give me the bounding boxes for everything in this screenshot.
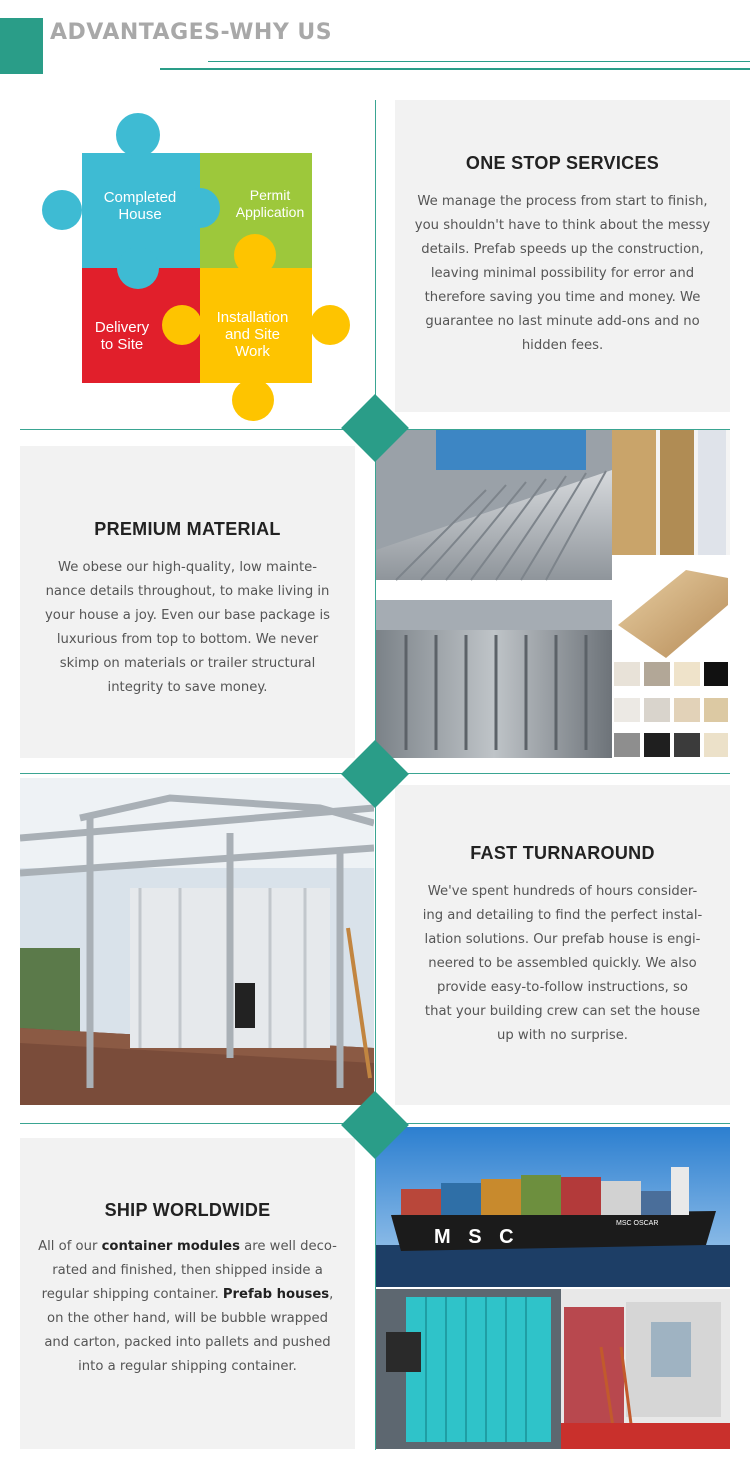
shipping-collage-image xyxy=(376,1127,730,1449)
puzzle-label-permit: Permit Application xyxy=(235,187,305,220)
header-divider-thin xyxy=(208,61,750,62)
ship-worldwide-card xyxy=(20,1138,355,1449)
materials-collage-image xyxy=(376,430,730,758)
puzzle-label-installation: Installation and Site Work xyxy=(216,309,289,360)
ship-worldwide-title: SHIP WORLDWIDE xyxy=(104,1200,271,1220)
fast-turnaround-text: We've spent hundreds of hours consider- ing and detailing to find the perfect instal- lation solutions. Our prefab house is engi- neered to be assembled quickly. We also provide easy-to-follow instructions, so that your building crew can set the house up with no surprise. xyxy=(422,884,703,1043)
one-stop-services-card xyxy=(395,100,730,412)
container-homes-photo xyxy=(376,1289,730,1449)
color-swatches-photo xyxy=(614,662,728,757)
header-divider xyxy=(160,68,750,70)
wood-board-photo xyxy=(612,555,730,660)
premium-material-card xyxy=(20,446,355,758)
one-stop-services-text: We manage the process from start to finish, you shouldn't have to think about the messy details. Prefab speeds up the construction, leaving minimal possibility for error and therefore saving you time and money. We guarantee no last minute add-ons and no hidden fees. xyxy=(414,194,711,353)
steel-beams-photo xyxy=(376,600,612,758)
premium-material-text: We obese our high-quality, low mainte- nance details throughout, to make living in your house a joy. Even our base package is luxurious from top to bottom. We never skimp on materials or trailer structural integrity to save money. xyxy=(45,560,330,695)
frame-construction-image xyxy=(20,778,374,1105)
fast-turnaround-title: FAST TURNAROUND xyxy=(470,843,655,863)
services-puzzle-graphic xyxy=(40,110,360,425)
header-accent-block xyxy=(0,18,43,74)
one-stop-services-title: ONE STOP SERVICES xyxy=(465,153,660,173)
corrugated-sheet-photo xyxy=(376,430,612,580)
fast-turnaround-card xyxy=(395,785,730,1105)
puzzle-label-completed-house: Completed House xyxy=(103,189,177,223)
ship-name-text: MSC OSCAR xyxy=(616,1220,659,1227)
premium-material-title: PREMIUM MATERIAL xyxy=(94,519,281,539)
puzzle-label-delivery: Delivery to Site xyxy=(94,319,150,353)
container-ship-photo xyxy=(376,1127,730,1287)
page-title: ADVANTAGES-WHY US xyxy=(50,20,333,45)
ship-hull-text: M S C xyxy=(434,1226,520,1248)
sandwich-panel-photo xyxy=(612,430,730,555)
ship-worldwide-text: All of our container modules are well deco- rated and finished, then shipped inside a regular shipping container. Prefab houses, on the other hand, will be bubble wrapped and carton, packed into pallets and pushed into a regular shipping container. xyxy=(38,1239,337,1374)
